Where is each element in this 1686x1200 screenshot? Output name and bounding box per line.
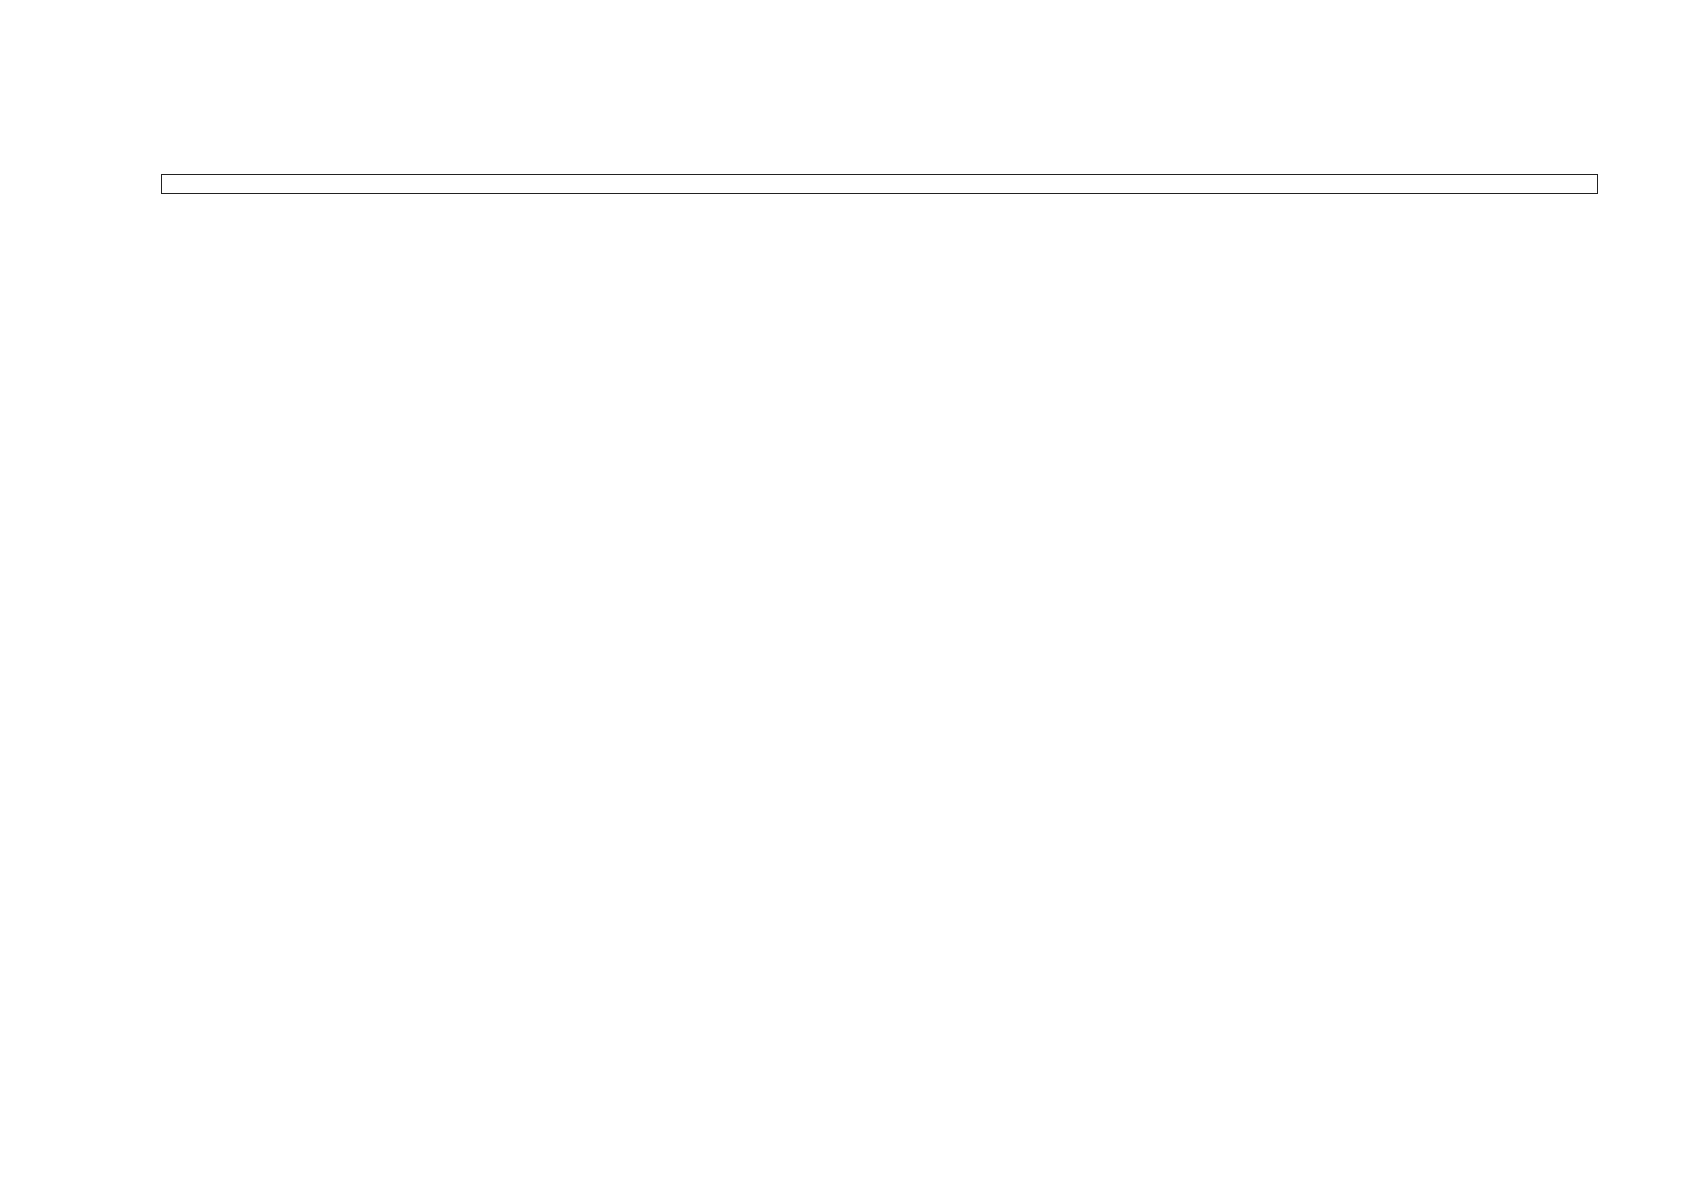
section-row [162,175,1598,194]
section-title [162,175,1598,194]
tariff-table [161,174,1598,194]
